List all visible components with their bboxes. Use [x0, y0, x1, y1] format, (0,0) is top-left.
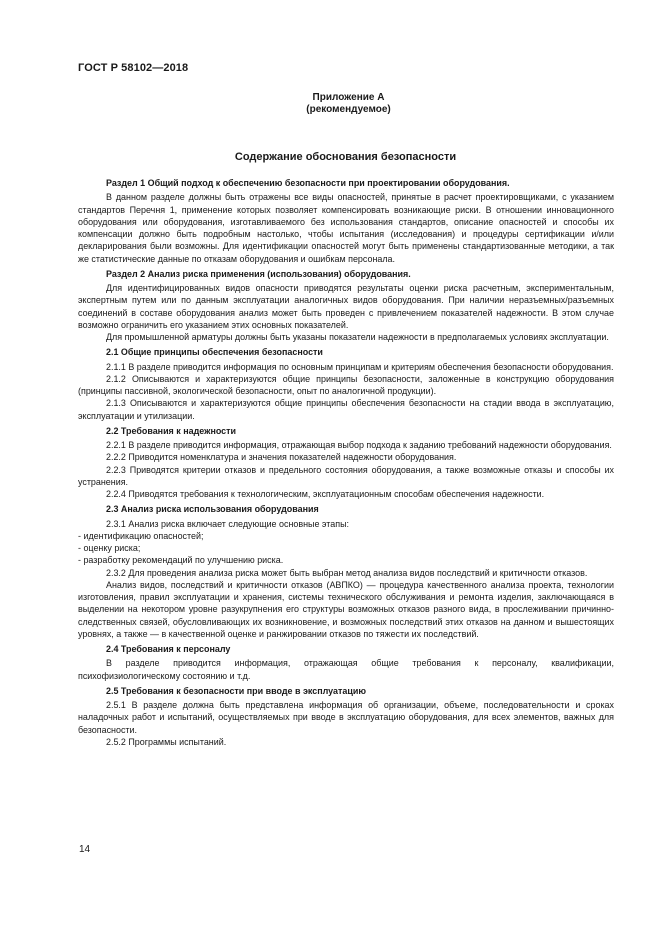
- section-heading: Раздел 1 Общий подход к обеспечению безопасности при проектировании оборудования.: [106, 178, 510, 188]
- list-item: - разработку рекомендаций по улучшению риска.: [78, 555, 284, 566]
- list-item: - оценку риска;: [78, 543, 141, 553]
- paragraph: Для идентифицированных видов опасности приводятся результаты оценки риска расчетным, экспериментальным, экспертным путем или по данным эксплуатации аналогичных видов оборудования. При наличии неразъемных/разъемных соединений в составе оборудования анализ может быть проведен с привлечением показателей надежности. В этом случае возможно ограничить его указанием этих основных показателей.: [78, 283, 614, 330]
- section-heading: Раздел 2 Анализ риска применения (использования) оборудования.: [106, 268, 411, 279]
- document-title: Содержание обоснования безопасности: [234, 151, 457, 163]
- section-heading: 2.5 Требования к безопасности при вводе в эксплуатацию: [106, 685, 366, 696]
- section-heading: 2.3 Анализ риска использования оборудования: [106, 504, 319, 515]
- paragraph: В данном разделе должны быть отражены все виды опасностей, принятые в расчет проектировщиками, с указанием стандартов Перечня 1, применение которых позволяет компенсировать возникающие риски. В отношении инновационного оборудования или оборудования, изготавливаемого без использования стандартов, описание опасностей и способы их компенсации должно быть подробным настолько, чтобы испытания (исследования) и процедуры сертификации и/или декларирования были возможны. Для идентификации опасностей могут быть применены стандартизованные методики, а так же статистические данные по отказам оборудования и ошибкам персонала.: [78, 192, 614, 264]
- page-number: 14: [79, 844, 91, 855]
- section-heading: 2.4 Требования к персоналу: [106, 644, 231, 654]
- paragraph: 2.2.1 В разделе приводится информация, отражающая выбор подхода к заданию требований надежности оборудования.: [106, 440, 612, 450]
- paragraph: 2.1.2 Описываются и характеризуются общие принципы безопасности, заложенные в конструкцию оборудования (принципы пассивной, экологической безопасности, опыт по аналогичной продукции).: [78, 373, 614, 396]
- list-item: - идентификацию опасностей;: [78, 530, 204, 541]
- section-heading: 2.2 Требования к надежности: [106, 425, 237, 436]
- document-body: [78, 177, 614, 748]
- appendix-label: [0, 92, 661, 116]
- paragraph: 2.3.1 Анализ риска включает следующие основные этапы:: [106, 518, 349, 529]
- section-heading: 2.1 Общие принципы обеспечения безопасности: [106, 347, 323, 358]
- paragraph: Анализ видов, последствий и критичности отказов (АВПКО) — процедура качественного анализа проекта, технологии изготовления, правил эксплуатации и хранения, системы технического обслуживания и ремонта изделия, заключающаяся в выделении на некотором уровне разукрупнения его структуры возможных отказов разного вида, в прослеживании причинно-следственных связей, обусловливающих их возникновение, и возможных последствий этих отказов на данном и вышестоящих уровнях, а также — в качественной оценке и ранжировании отказов по тяжести их последствий.: [78, 579, 614, 639]
- paragraph: 2.1.1 В разделе приводится информация по основным принципам и критериям обеспечения безопасности оборудования.: [106, 361, 614, 372]
- paragraph: 2.2.3 Приводятся критерии отказов и предельного состояния оборудования, а также возможные отказы и способы их устранения.: [78, 464, 614, 487]
- paragraph: 2.1.3 Описываются и характеризуются общие принципы обеспечения безопасности на стадии ввода в эксплуатацию, эксплуатации и утилизации.: [78, 398, 614, 421]
- paragraph: В разделе приводится информация, отражающая общие требования к персоналу, квалификации, психофизиологическому состоянию и т.д.: [78, 658, 614, 681]
- paragraph: 2.2.4 Приводятся требования к технологическим, эксплуатационным способам обеспечения надежности.: [106, 489, 545, 499]
- paragraph: Для промышленной арматуры должны быть указаны показатели надежности в предполагаемых условиях эксплуатации.: [106, 332, 609, 342]
- appendix-title: Приложение А: [312, 92, 385, 103]
- paragraph: 2.5.2 Программы испытаний.: [106, 736, 227, 747]
- paragraph: 2.2.2 Приводится номенклатура и значения показателей надежности оборудования.: [106, 452, 457, 463]
- paragraph: 2.3.2 Для проведения анализа риска может быть выбран метод анализа видов последствий и критичности отказов.: [106, 567, 588, 578]
- paragraph: 2.5.1 В разделе должна быть представлена информация об организации, объеме, последовательности и сроках наладочных работ и испытаний, осуществляемых при вводе в эксплуатацию оборудования, для всех элементов, важных для безопасности.: [78, 700, 614, 735]
- appendix-subtitle: (рекомендуемое): [306, 104, 391, 115]
- standard-header: ГОСТ Р 58102—2018: [78, 62, 189, 74]
